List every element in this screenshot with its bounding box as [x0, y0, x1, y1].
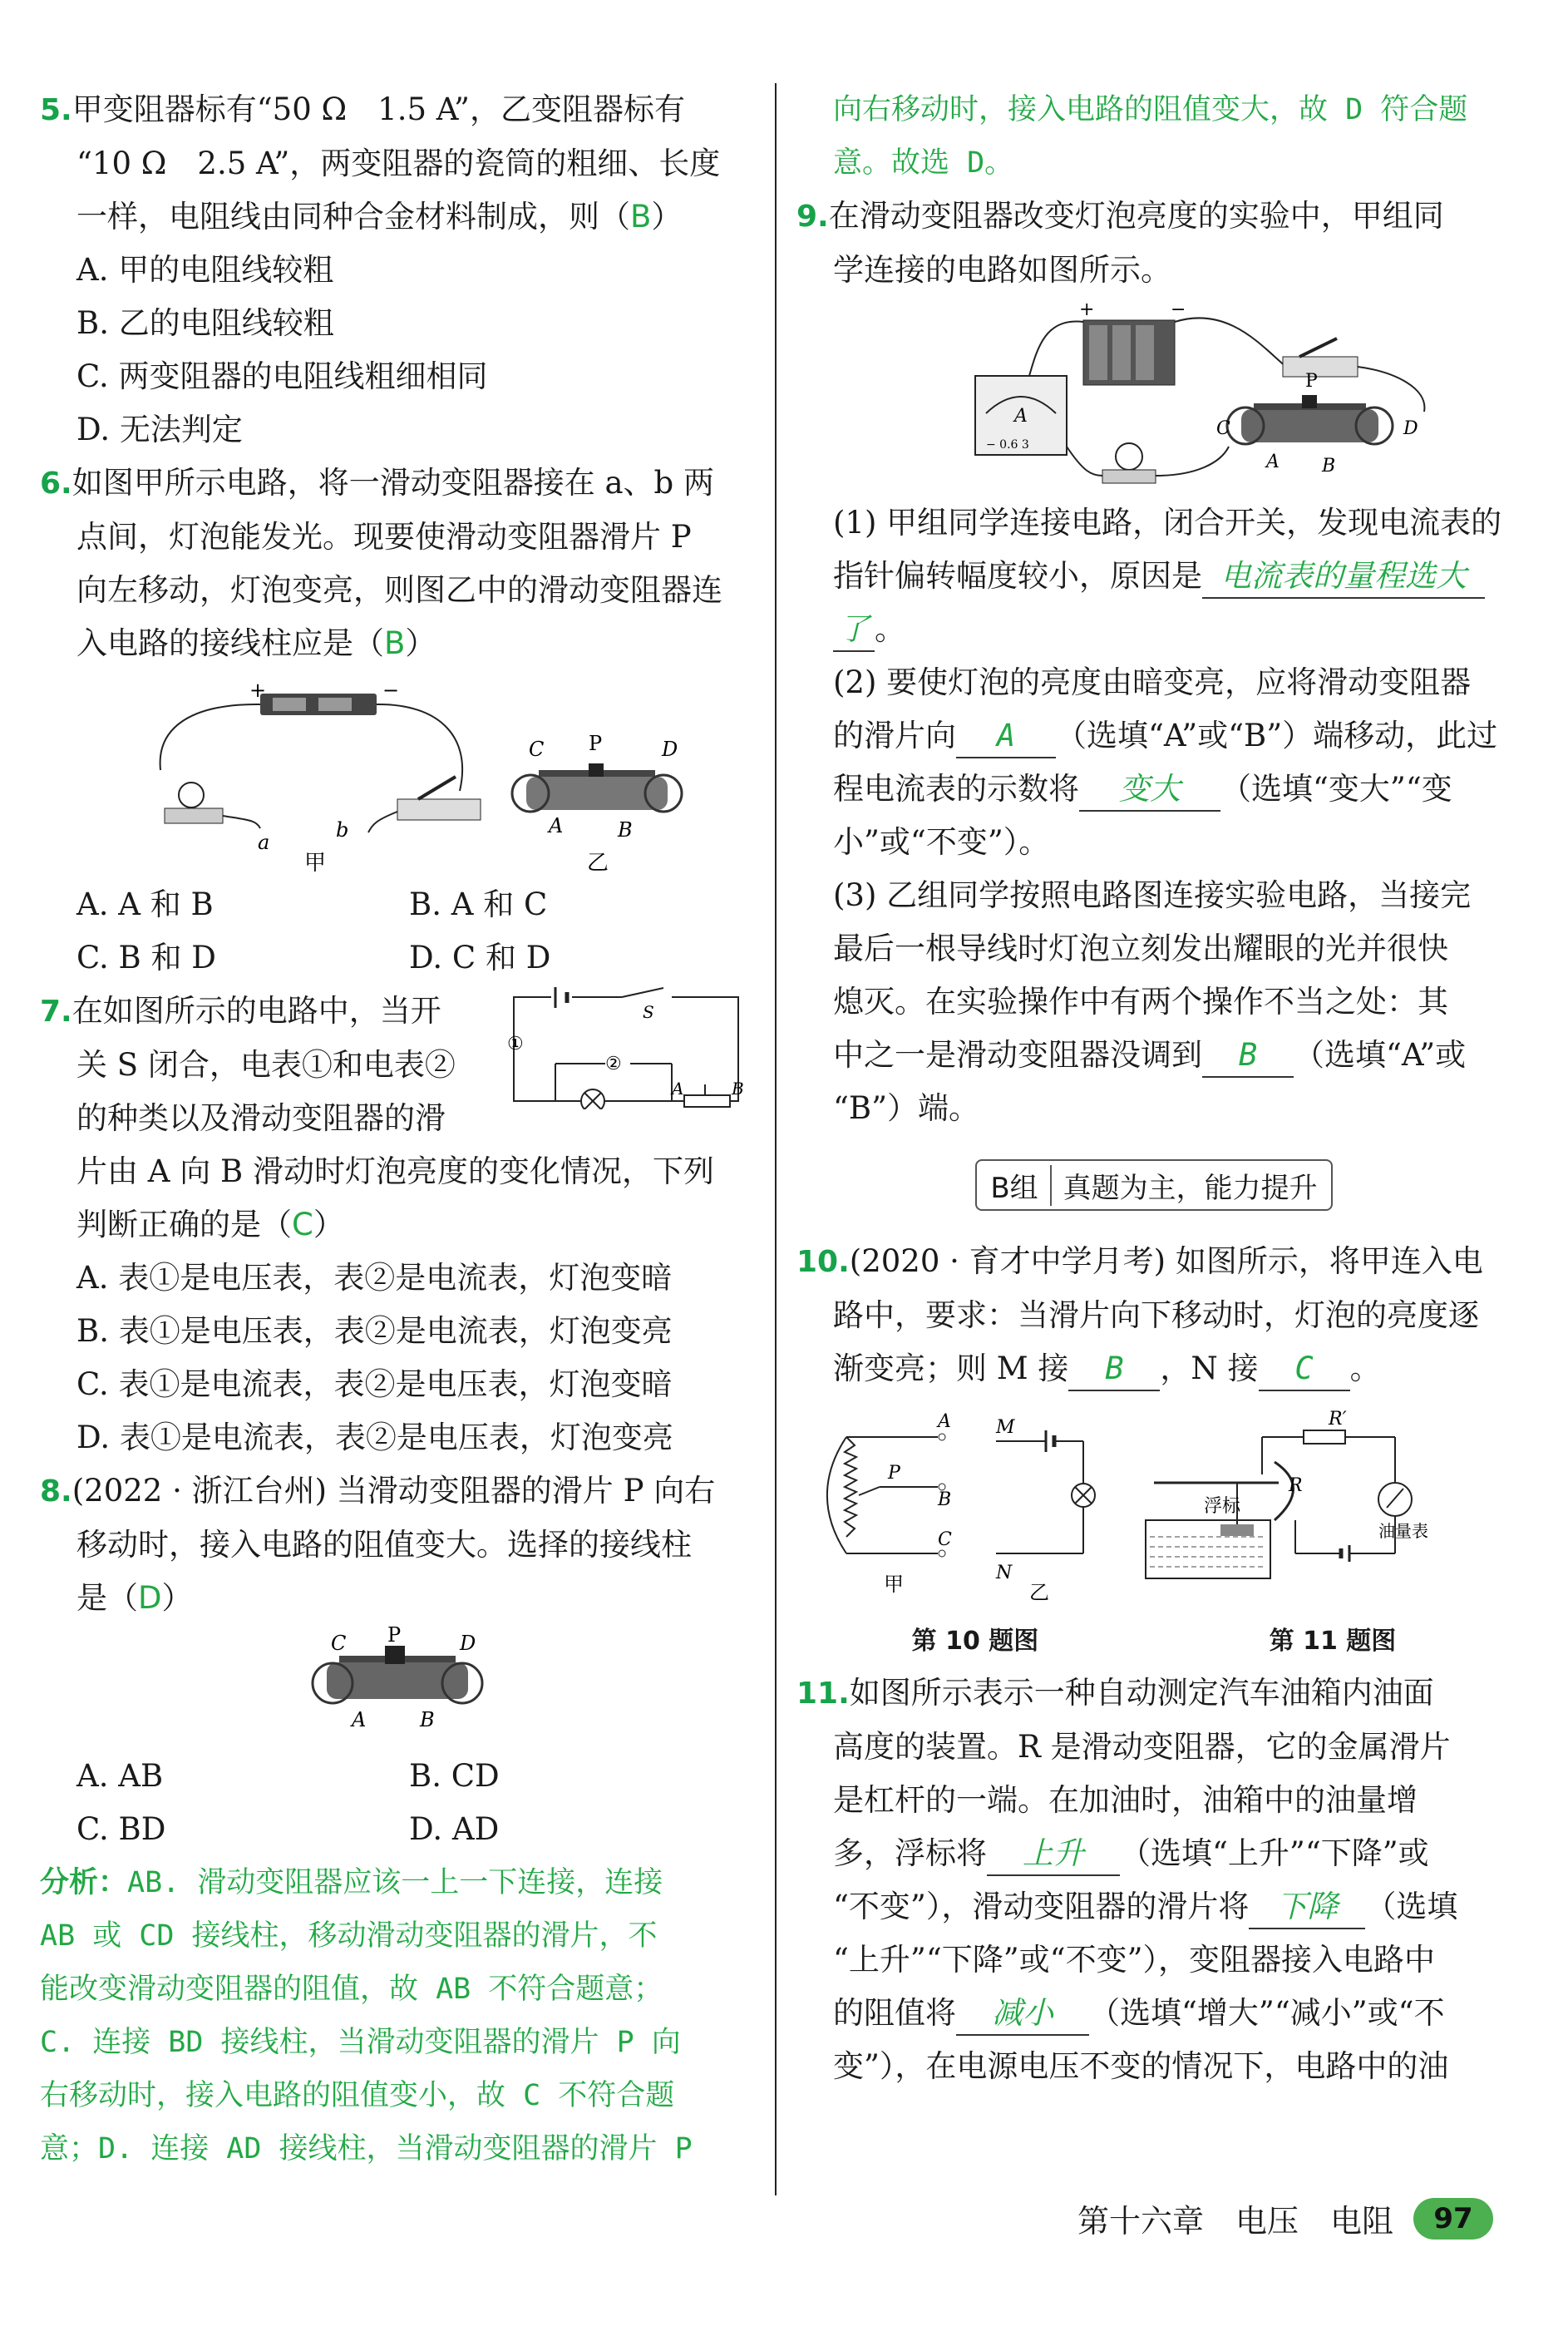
resistor-r-prime-label: R′ — [1329, 1409, 1347, 1430]
switch-s-label: S — [643, 1002, 654, 1022]
bracket-close: ） — [161, 1580, 193, 1616]
question-6 — [40, 457, 755, 985]
analysis-text: AB 或 CD 接线柱，移动滑动变阻器的滑片，不 — [40, 1919, 658, 1953]
terminal-c-label: C — [331, 1632, 347, 1655]
terminal-c-label: C — [1216, 418, 1230, 439]
option-b: B. A 和 C — [409, 886, 548, 922]
part-3-text: “B”）端。 — [833, 1090, 980, 1126]
answer: C — [292, 1207, 313, 1242]
question-number: 7. — [40, 995, 72, 1029]
part-1-text: (1) 甲组同学连接电路，闭合开关，发现电流表的 — [833, 505, 1502, 541]
part-3-text: (3) 乙组同学按照电路图连接实验电路，当接完 — [833, 877, 1472, 913]
q9-circuit-figure — [796, 297, 1511, 496]
option-d: D. C 和 D — [409, 940, 551, 975]
figure-label-jia: 甲 — [884, 1573, 904, 1596]
punctuation: 。 — [875, 611, 905, 647]
question-text: 移动时，接入电路的阻值变大。选择的接线柱 — [76, 1527, 692, 1563]
terminal-a-label: A — [1266, 452, 1280, 472]
question-text: 变”），在电源电压不变的情况下，电路中的油 — [833, 2048, 1449, 2084]
question-text: 是（ — [76, 1580, 138, 1616]
answer-blank: 变大 — [1079, 768, 1220, 812]
answer-blank: C — [1259, 1348, 1350, 1391]
terminal-n-label: N — [996, 1563, 1013, 1583]
float-label: 浮标 — [1204, 1496, 1241, 1517]
question-number: 6. — [40, 467, 72, 501]
section-title: 真题为主，能力提升 — [1063, 1171, 1318, 1205]
question-text: 在滑动变阻器改变灯泡亮度的实验中，甲组同 — [828, 198, 1444, 234]
slider-p-label: P — [589, 732, 603, 755]
question-number: 11. — [796, 1677, 850, 1711]
question-text: 如图甲所示电路，将一滑动变阻器接在 a、b 两 — [71, 465, 714, 501]
left-column — [40, 83, 755, 2175]
option-c: C. 两变阻器的电阻线粗细相同 — [76, 358, 488, 394]
lamp-icon — [1072, 1484, 1095, 1507]
analysis-text: C. 连接 BD 接线柱，当滑动变阻器的滑片 P 向 — [40, 2026, 681, 2059]
option-c: C. B 和 D — [76, 940, 216, 975]
rheostat-icon — [1227, 395, 1393, 444]
q8-rheostat-figure — [40, 1625, 755, 1750]
q6-figure — [40, 670, 755, 878]
question-text: (2022 · 浙江台州) 当滑动变阻器的滑片 P 向右 — [71, 1473, 716, 1509]
option-d: D. AD — [409, 1811, 500, 1847]
q7-circuit-figure — [505, 985, 747, 1109]
terminal-a-label: a — [258, 831, 270, 854]
bracket-close: ） — [651, 199, 683, 235]
answer-blank: 减小 — [956, 1993, 1089, 2036]
page-number: 97 — [1413, 2198, 1493, 2240]
terminal-b-label: B — [938, 1489, 952, 1510]
answer: B — [384, 625, 406, 661]
analysis-text: 右移动时，接入电路的阻值变小，故 C 不符合题 — [40, 2079, 675, 2112]
option-a: A. 表①是电压表，表②是电流表，灯泡变暗 — [76, 1260, 673, 1296]
question-text: （选填“上升”“下降”或 — [1120, 1835, 1429, 1871]
slider-p-label: P — [888, 1463, 900, 1484]
analysis-label: 分析： — [40, 1866, 128, 1899]
part-3-text: 熄灭。在实验操作中有两个操作不当之处：其 — [833, 984, 1448, 1020]
ammeter-icon — [975, 376, 1067, 455]
oil-tank-icon — [1146, 1520, 1270, 1578]
terminal-a-label: A — [352, 1708, 367, 1731]
question-text: 的阻值将 — [833, 1995, 956, 2031]
plus-label: + — [1079, 299, 1095, 320]
question-9 — [796, 190, 1511, 1135]
question-text: (2020 · 育才中学月考) 如图所示，将甲连入电 — [849, 1243, 1483, 1279]
terminal-m-label: M — [996, 1417, 1015, 1438]
option-b: B. 表①是电压表，表②是电流表，灯泡变亮 — [76, 1313, 673, 1349]
part-2-text: （选填“变大”“变 — [1220, 771, 1452, 807]
figure-label-jia: 甲 — [304, 851, 327, 876]
question-text: 路中，要求：当滑片向下移动时，灯泡的亮度逐 — [833, 1297, 1479, 1333]
question-text: 如图所示表示一种自动测定汽车油箱内油面 — [849, 1675, 1434, 1711]
question-text: 甲变阻器标有“50 Ω 1.5 A”，乙变阻器标有 — [71, 91, 685, 127]
analysis-text: 能改变滑动变阻器的阻值，故 AB 不符合题意； — [40, 1973, 663, 2006]
question-number: 8. — [40, 1474, 72, 1509]
figure-label-yi: 乙 — [587, 851, 609, 876]
question-8 — [40, 1464, 755, 2175]
part-1-text: 指针偏转幅度较小，原因是 — [833, 558, 1202, 594]
question-text: （选填“增大”“减小”或“不 — [1089, 1995, 1445, 2031]
question-text: 的种类以及滑动变阻器的滑 — [76, 1100, 446, 1136]
question-11 — [796, 1667, 1511, 2093]
terminal-d-label: D — [1403, 418, 1418, 439]
terminal-b-label: B — [420, 1708, 435, 1731]
option-b: B. CD — [409, 1758, 500, 1794]
option-a: A. A 和 B — [76, 886, 214, 922]
terminal-a-label: A — [549, 814, 564, 837]
part-2-text: 程电流表的示数将 — [833, 771, 1079, 807]
answer: B — [630, 199, 652, 235]
part-2-text: 的滑片向 — [833, 718, 956, 753]
end-b-label: B — [732, 1079, 744, 1099]
answer: D — [138, 1580, 162, 1616]
question-text: 关 S 闭合，电表①和电表② — [76, 1047, 456, 1083]
answer-blank: 上升 — [987, 1833, 1120, 1876]
option-b: B. 乙的电阻线较粗 — [76, 305, 334, 341]
terminal-b-label: B — [618, 818, 633, 842]
chapter-title: 第十六章 电压 电阻 — [1077, 2203, 1393, 2240]
meter-2-label: ② — [605, 1054, 622, 1074]
question-text: ，N 接 — [1160, 1351, 1259, 1386]
end-a-label: A — [672, 1079, 684, 1099]
question-text: “10 Ω 2.5 A”，两变阻器的瓷筒的粗细、长度 — [76, 146, 721, 181]
question-10 — [796, 1235, 1511, 1657]
minus-label: − — [382, 679, 400, 702]
terminal-d-label: D — [662, 738, 678, 761]
section-header — [796, 1135, 1511, 1235]
question-text: 向左移动，灯泡变亮，则图乙中的滑动变阻器连 — [76, 572, 722, 608]
terminal-c-label: C — [938, 1529, 952, 1550]
question-text: 是杠杆的一端。在加油时，油箱中的油量增 — [833, 1782, 1418, 1818]
terminal-b-label: b — [336, 818, 349, 842]
column-divider — [775, 83, 777, 2195]
question-text: 判断正确的是（ — [76, 1207, 292, 1242]
ammeter-a-label: A — [1014, 406, 1028, 427]
meter-1-label: ① — [507, 1034, 524, 1054]
terminal-c-label: C — [529, 738, 545, 761]
rheostat-icon — [512, 763, 682, 812]
right-column — [796, 83, 1511, 2093]
analysis-text: AB. 滑动变阻器应该一上一下连接，连接 — [127, 1866, 663, 1899]
gauge-label: 油量表 — [1378, 1521, 1428, 1541]
analysis-continuation: 意。故选 D。 — [833, 146, 1014, 180]
answer-blank: 下降 — [1249, 1886, 1365, 1929]
answer-blank: 电流表的量程选大 — [1202, 556, 1485, 599]
part-3-text: 最后一根导线时灯泡立刻发出耀眼的光并很快 — [833, 931, 1448, 966]
part-3-text: 中之一是滑动变阻器没调到 — [833, 1037, 1202, 1073]
answer-blank: B — [1202, 1035, 1294, 1078]
plus-label: + — [249, 679, 267, 702]
slider-p-label: P — [1305, 371, 1318, 392]
question-number: 10. — [796, 1245, 850, 1279]
battery-icon — [249, 679, 399, 715]
analysis-continuation: 向右移动时，接入电路的阻值变大，故 D 符合题 — [833, 93, 1468, 126]
bulb-icon — [1102, 443, 1156, 483]
terminal-a-label: A — [938, 1411, 951, 1432]
question-number: 9. — [796, 200, 829, 234]
terminal-d-label: D — [460, 1632, 476, 1655]
part-2-text: (2) 要使灯泡的亮度由暗变亮，应将滑动变阻器 — [833, 664, 1472, 700]
variable-resistor-icon — [827, 1437, 856, 1553]
question-text: “不变”），滑动变阻器的滑片将 — [833, 1889, 1250, 1924]
minus-label: − — [1171, 299, 1186, 320]
page-footer — [1077, 2195, 1493, 2241]
answer-blank: A — [956, 715, 1056, 758]
battery-pack-icon — [1079, 299, 1186, 385]
resistor-r-label: R — [1289, 1475, 1303, 1496]
option-d: D. 无法判定 — [76, 412, 243, 447]
option-c: C. BD — [76, 1811, 166, 1847]
answer-blank: B — [1068, 1348, 1160, 1391]
analysis-text: 意；D. 连接 AD 接线柱，当滑动变阻器的滑片 P — [40, 2132, 693, 2166]
question-text: 点间，灯泡能发光。现要使滑动变阻器滑片 P — [76, 519, 692, 555]
bulb-icon — [165, 783, 223, 823]
ammeter-scale-label: − 0.6 3 — [986, 438, 1029, 452]
question-text: 入电路的接线柱应是（ — [76, 625, 384, 661]
question-5 — [40, 83, 755, 457]
question-text: （选填 — [1365, 1889, 1458, 1924]
terminal-b-label: B — [1322, 456, 1336, 477]
question-text: 渐变亮；则 M 接 — [833, 1351, 1069, 1386]
question-7 — [40, 985, 755, 1464]
answer-blank: 了 — [833, 609, 875, 652]
question-text: 多，浮标将 — [833, 1835, 987, 1871]
question-text: 在如图所示的电路中，当开 — [71, 993, 441, 1029]
lamp-icon — [581, 1089, 604, 1109]
part-2-text: 小”或“不变”）。 — [833, 824, 1050, 860]
option-a: A. AB — [76, 1758, 164, 1794]
question-text: 片由 A 向 B 滑动时灯泡亮度的变化情况，下列 — [76, 1153, 714, 1189]
option-d: D. 表①是电流表，表②是电压表，灯泡变亮 — [76, 1420, 673, 1455]
question-text: “上升”“下降”或“不变”），变阻器接入电路中 — [833, 1942, 1435, 1978]
figure-label-yi: 乙 — [1029, 1581, 1049, 1604]
q10-q11-figures — [796, 1395, 1511, 1628]
figure-10-caption: 第 10 题图 — [911, 1627, 1039, 1656]
question-text: 高度的装置。R 是滑动变阻器，它的金属滑片 — [833, 1729, 1451, 1765]
question-number: 5. — [40, 93, 72, 127]
part-3-text: （选填“A”或 — [1294, 1037, 1467, 1073]
option-a: A. 甲的电阻线较粗 — [76, 252, 334, 288]
question-text: 。 — [1349, 1351, 1381, 1386]
switch-icon — [1283, 338, 1358, 377]
section-group: B组 — [990, 1165, 1051, 1206]
switch-icon — [397, 777, 481, 820]
option-c: C. 表①是电流表，表②是电压表，灯泡变暗 — [76, 1366, 673, 1402]
question-text: 一样，电阻线由同种合金材料制成，则（ — [76, 199, 630, 235]
slider-p-label: P — [387, 1625, 402, 1647]
bracket-close: ） — [313, 1207, 344, 1242]
section-badge — [975, 1159, 1332, 1211]
bracket-close: ） — [405, 625, 436, 661]
figure-11-caption: 第 11 题图 — [1269, 1627, 1397, 1656]
gauge-icon — [1378, 1483, 1412, 1516]
question-text: 学连接的电路如图所示。 — [833, 252, 1171, 288]
part-2-text: （选填“A”或“B”）端移动，此过 — [1056, 718, 1498, 753]
